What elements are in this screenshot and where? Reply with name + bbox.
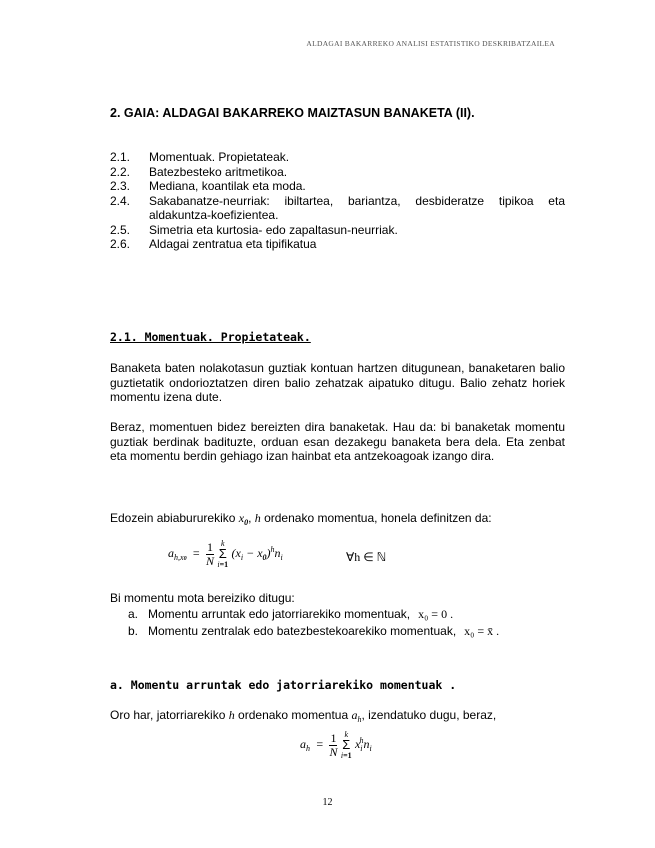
condition: x₀ = x̄ . <box>464 624 500 638</box>
moment-types-list <box>128 606 568 640</box>
running-header: ALDAGAI BAKARREKO ANALISI ESTATISTIKO DESKRIBATZAILEA <box>306 39 555 48</box>
paragraph: Banaketa baten nolakotasun guztiak kontuan hartzen ditugunean, banaketaren balio guztietatik ondorioztatzen diren balio zehatzak aipatuko ditugu. Balio zehatz horiek momentu izena dute. <box>110 361 565 404</box>
toc-item <box>110 223 565 238</box>
toc-text: Momentuak. Propietateak. <box>149 150 290 164</box>
list-item: b. Momentu zentralak edo batezbestekoarekiko momentuak, x₀ = x̄ . <box>128 624 500 638</box>
toc-text: Sakabanatze-neurriak: ibiltartea, bariantza, desbideratze tipikoa eta aldakuntza-koefizientea. <box>149 193 565 222</box>
chapter-title: 2. GAIA: ALDAGAI BAKARREKO MAIZTASUN BANAKETA (II). <box>110 106 475 120</box>
toc-number: 2.6. <box>110 237 131 251</box>
toc-text: Batezbesteko aritmetikoa. <box>149 164 288 179</box>
toc-text: Aldagai zentratua eta tipifikatua <box>149 237 317 251</box>
toc-item <box>110 165 565 180</box>
toc-number: 2.3. <box>110 179 131 193</box>
paragraph: Oro har, jatorriarekiko h ordenako momentua $a_h$, izendatuko dugu, beraz, <box>110 708 497 724</box>
section-heading: 2.1. Momentuak. Propietateak. <box>110 330 311 344</box>
moment-formula: $a_{h,x0}$ = $\frac{1}{N}$ k Σ i=1 $(x_i - x_0)^hn_i$ <box>168 539 283 569</box>
toc-number: 2.1. <box>110 150 131 164</box>
raw-moment-formula: $a_h$ = $\frac{1}{N}$ k Σ i=1 $x_i^hn_i$ <box>300 730 372 760</box>
toc-number: 2.4. <box>110 193 131 208</box>
page-number: 12 <box>322 797 333 808</box>
toc-item <box>110 194 565 223</box>
toc-text: Simetria eta kurtosia- edo zapaltasun-neurriak. <box>149 222 398 237</box>
toc-number: 2.5. <box>110 222 131 237</box>
subsection-heading: a. Momentu arruntak edo jatorriarekiko momentuak . <box>110 678 457 692</box>
condition: x₀ = 0 . <box>418 607 454 621</box>
toc-item <box>110 237 565 252</box>
toc-item <box>110 150 565 165</box>
toc-text: Mediana, koantilak eta moda. <box>149 179 306 193</box>
list-item: a. Momentu arruntak edo jatorriarekiko momentuak, x₀ = 0 . <box>128 607 454 621</box>
x0-symbol: $x_0$ <box>238 511 249 527</box>
table-of-contents <box>110 150 565 252</box>
paragraph: Beraz, momentuen bidez bereizten dira banaketak. Hau da: bi banaketak momentu guztiak berdinak badituzte, orduan esan dezakegu banaketa bera dela. Eta zenbat eta momentu berdin gehiago izan hainbat eta antzekoagoak izango dira. <box>110 420 565 463</box>
ah-symbol: $a_h$ <box>351 708 362 724</box>
toc-number: 2.2. <box>110 164 131 179</box>
forall-condition: ∀h ∈ ℕ <box>346 550 387 564</box>
definition-sentence: Edozein abiabururekiko $x_0$, h ordenako momentua, honela definitzen da: <box>110 511 492 527</box>
paragraph: Bi momentu mota bereiziko ditugu: <box>110 591 295 605</box>
toc-item <box>110 179 565 194</box>
